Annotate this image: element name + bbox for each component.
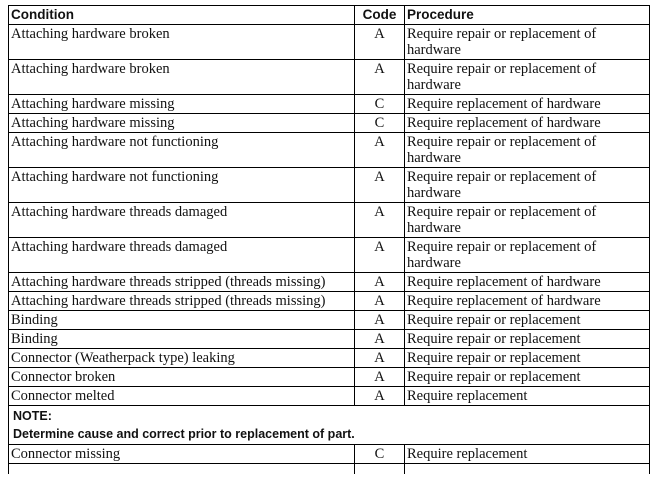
code-cell: A <box>355 311 405 330</box>
table-row <box>9 60 650 95</box>
table-row <box>9 330 650 349</box>
note-text: Determine cause and correct prior to replacement of part. <box>13 427 355 441</box>
table-row <box>9 238 650 273</box>
table-row <box>9 273 650 292</box>
table-row <box>9 25 650 60</box>
table-row <box>9 292 650 311</box>
table-row-cutoff <box>9 464 650 475</box>
note-cell <box>9 406 650 445</box>
procedure-cell: Require repair or replacement of hardware <box>405 25 650 60</box>
condition-cell: Attaching hardware missing <box>9 95 355 114</box>
code-cell: A <box>355 349 405 368</box>
procedure-cell: Require replacement of hardware <box>405 273 650 292</box>
condition-cell: Connector broken <box>9 368 355 387</box>
procedure-cell: Require replacement <box>405 445 650 464</box>
note-row <box>9 406 650 445</box>
procedure-cell: Require replacement of hardware <box>405 95 650 114</box>
procedure-cell: Require repair or replacement <box>405 349 650 368</box>
condition-cell: Connector melted <box>9 387 355 406</box>
procedure-cell: Require repair or replacement of hardware <box>405 238 650 273</box>
code-header: Code <box>355 6 405 25</box>
table-row <box>9 114 650 133</box>
code-cell: A <box>355 203 405 238</box>
procedure-cell: Require repair or replacement of hardware <box>405 133 650 168</box>
code-cell: C <box>355 445 405 464</box>
table-row <box>9 368 650 387</box>
table-row <box>9 311 650 330</box>
condition-cell: Attaching hardware threads damaged <box>9 238 355 273</box>
code-cell: A <box>355 25 405 60</box>
table-row <box>9 445 650 464</box>
header-row <box>9 6 650 25</box>
procedure-cell: Require repair or replacement <box>405 311 650 330</box>
condition-cell: Attaching hardware broken <box>9 60 355 95</box>
code-cell: A <box>355 238 405 273</box>
condition-cell: Binding <box>9 311 355 330</box>
condition-cell: Attaching hardware threads stripped (threads missing) <box>9 292 355 311</box>
table-row <box>9 133 650 168</box>
code-cell: C <box>355 114 405 133</box>
procedure-cell: Require repair or replacement of hardware <box>405 60 650 95</box>
procedure-cell: Require repair or replacement <box>405 368 650 387</box>
code-cell: A <box>355 168 405 203</box>
code-cell: A <box>355 60 405 95</box>
condition-cell: Attaching hardware broken <box>9 25 355 60</box>
condition-cell: Connector (Weatherpack type) leaking <box>9 349 355 368</box>
procedure-cell: Require replacement <box>405 387 650 406</box>
code-cell: A <box>355 330 405 349</box>
procedure-cell: Require replacement of hardware <box>405 292 650 311</box>
table-row <box>9 349 650 368</box>
procedure-header: Procedure <box>405 6 650 25</box>
condition-cell: Attaching hardware missing <box>9 114 355 133</box>
table-row <box>9 95 650 114</box>
condition-header: Condition <box>9 6 355 25</box>
condition-cell: Attaching hardware threads stripped (threads missing) <box>9 273 355 292</box>
procedure-cell: Require repair or replacement of hardware <box>405 203 650 238</box>
condition-cell: Attaching hardware threads damaged <box>9 203 355 238</box>
code-cell: A <box>355 387 405 406</box>
note-title: NOTE: <box>13 409 52 423</box>
code-cell: C <box>355 95 405 114</box>
condition-cell: Attaching hardware not functioning <box>9 168 355 203</box>
table-body <box>9 25 650 475</box>
table-row <box>9 168 650 203</box>
condition-cell: Attaching hardware not functioning <box>9 133 355 168</box>
procedure-cell: Require repair or replacement of hardware <box>405 168 650 203</box>
condition-cell: Binding <box>9 330 355 349</box>
condition-cell: Connector missing <box>9 445 355 464</box>
code-cell: A <box>355 273 405 292</box>
procedure-cell: Require replacement of hardware <box>405 114 650 133</box>
code-cell: A <box>355 368 405 387</box>
code-cell: A <box>355 292 405 311</box>
inspection-table <box>8 5 650 474</box>
procedure-cell: Require repair or replacement <box>405 330 650 349</box>
table-row <box>9 203 650 238</box>
table-row <box>9 387 650 406</box>
code-cell: A <box>355 133 405 168</box>
